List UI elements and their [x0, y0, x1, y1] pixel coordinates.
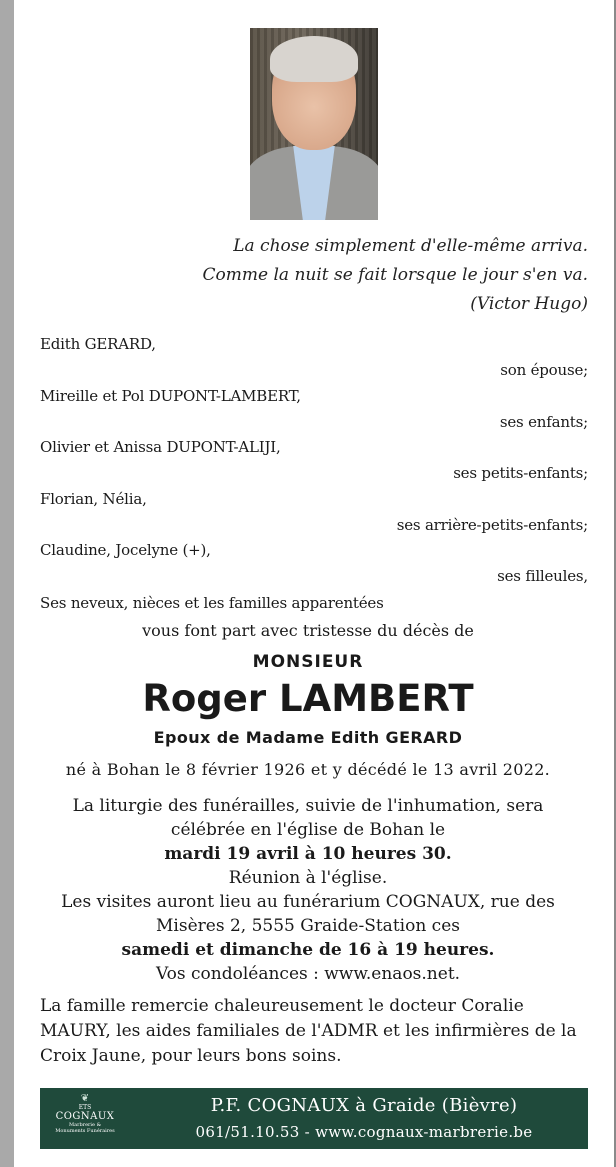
visits-time: samedi et dimanche de 16 à 19 heures.: [121, 940, 495, 960]
ceremony-meeting: Réunion à l'église.: [228, 868, 388, 888]
relatives-line: Ses neveux, nièces et les familles apparentées: [40, 594, 384, 612]
family-names: Olivier et Anissa DUPONT-ALIJI,: [40, 438, 281, 456]
family-entry: [40, 386, 588, 432]
family-entry: [40, 437, 588, 483]
epigraph-quote: [203, 232, 588, 319]
quote-line-2: Comme la nuit se fait lorsque le jour s'en va.: [202, 265, 588, 285]
family-names: Mireille et Pol DUPONT-LAMBERT,: [40, 387, 301, 405]
funeral-home-banner: [40, 1088, 588, 1149]
spouse-line: Epoux de Madame Edith GERARD: [153, 728, 463, 747]
flame-icon: ❦: [80, 1093, 90, 1104]
family-relation: ses petits-enfants;: [453, 464, 588, 482]
ceremony-line-1: La liturgie des funérailles, suivie de l'inhumation, sera: [72, 796, 544, 816]
ceremony-line-2: célébrée en l'église de Bohan le: [170, 820, 446, 840]
ceremony-date: mardi 19 avril à 10 heures 30.: [164, 844, 452, 864]
photo-hair: [270, 36, 358, 82]
quote-author: (Victor Hugo): [470, 294, 588, 314]
visits-line-1: Les visites auront lieu au funérarium COGNAUX, rue des: [61, 892, 555, 912]
title-monsieur: MONSIEUR: [252, 652, 364, 672]
funeral-home-name: P.F. COGNAUX à Graide (Bièvre): [210, 1095, 518, 1116]
quote-line-1: La chose simplement d'elle-même arriva.: [233, 236, 588, 256]
family-relation: ses arrière-petits-enfants;: [396, 516, 588, 534]
funeral-details: [20, 794, 596, 986]
announcement: vous font part avec tristesse du décès de: [142, 621, 474, 640]
family-relation: ses filleules,: [497, 567, 588, 585]
family-relation: son épouse;: [500, 361, 588, 379]
family-names: Edith GERARD,: [40, 335, 156, 353]
family-names: Claudine, Jocelyne (+),: [40, 541, 211, 559]
condolences-line: Vos condoléances : www.enaos.net.: [155, 964, 461, 984]
portrait-photo: [250, 28, 378, 220]
birth-death-line: né à Bohan le 8 février 1926 et y décédé le 13 avril 2022.: [65, 760, 551, 779]
family-entry: [40, 540, 588, 586]
thanks-paragraph: La famille remercie chaleureusement le docteur Coralie MAURY, les aides familiales de l'ADMR et les infirmières de la Croix Jaune, pour leurs bons soins.: [40, 996, 577, 1066]
visits-line-2: Misères 2, 5555 Graide-Station ces: [156, 916, 460, 936]
funeral-home-contact: 061/51.10.53 - www.cognaux-marbrerie.be: [195, 1123, 533, 1141]
cognaux-logo: ❦ ETS COGNAUX Marbrerie & Monuments Funéraires: [50, 1094, 120, 1144]
family-names: Florian, Nélia,: [40, 490, 147, 508]
deceased-name: Roger LAMBERT: [142, 677, 474, 720]
family-entry: [40, 334, 588, 380]
family-relation: ses enfants;: [499, 413, 588, 431]
family-entry: [40, 489, 588, 535]
left-border: [0, 0, 14, 1167]
